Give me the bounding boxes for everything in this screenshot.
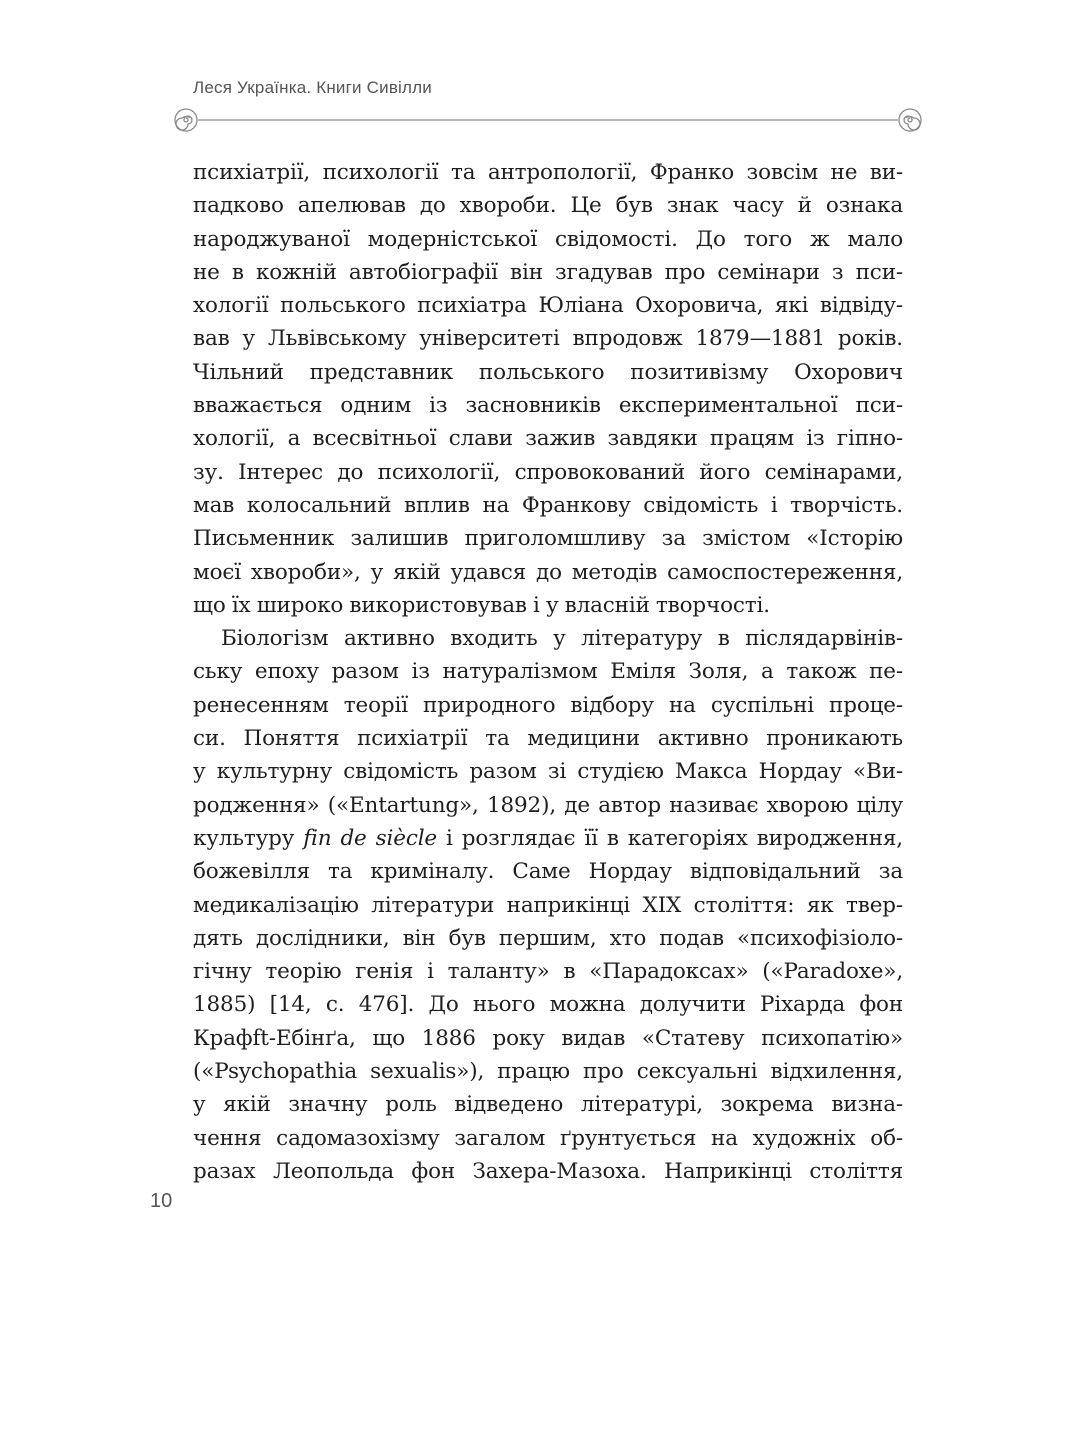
header-rule bbox=[170, 104, 926, 136]
spiral-ornament-left-icon bbox=[175, 109, 197, 131]
text-line: хології, а всесвітньої слави зажив завдяки працям із гіпно- bbox=[193, 426, 903, 452]
text-line: ренесенням теорії природного відбору на суспільні проце- bbox=[193, 692, 903, 718]
text-line: чення садомазохізму загалом ґрунтується на художніх об- bbox=[193, 1125, 903, 1151]
text-line: божевілля та криміналу. Саме Нордау відповідальний за bbox=[193, 859, 903, 885]
body-text bbox=[193, 156, 903, 1188]
text-line: гічну теорію генія і таланту» в «Парадоксах» («Paradoxe», bbox=[193, 959, 903, 985]
running-head-title: Леся Українка. Книги Сивілли bbox=[193, 78, 432, 97]
text-line: разах Леопольда фон Захера-Мазоха. Наприкінці століття bbox=[193, 1158, 903, 1184]
text-line: моєї хвороби», у якій удався до методів самоспостереження, bbox=[193, 559, 903, 585]
text-line: падково апелював до хвороби. Це був знак часу й ознака bbox=[193, 193, 903, 219]
text-line: вважається одним із засновників експериментальної пси- bbox=[193, 393, 903, 419]
text-line: дять дослідники, він був першим, хто подав «психофізіоло- bbox=[193, 925, 903, 951]
text-line: у культурну свідомість разом зі студією Макса Нордау «Ви- bbox=[193, 759, 903, 785]
text-line: Крафft-Ебінґа, що 1886 року видав «Статеву психопатію» bbox=[193, 1025, 903, 1051]
text-line: Чільний представник польського позитивізму Охорович bbox=[193, 359, 903, 385]
text-line: родження» («Entartung», 1892), де автор називає хворою цілу bbox=[193, 792, 903, 818]
spiral-ornament-right-icon bbox=[899, 109, 921, 131]
text-line: си. Поняття психіатрії та медицини активно проникають bbox=[193, 726, 903, 752]
text-line: медикалізацію літератури наприкінці ХІХ століття: як твер- bbox=[193, 892, 903, 918]
header-rule-graphic bbox=[170, 104, 926, 136]
text-line: Біологізм активно входить у літературу в післядарвінів- bbox=[221, 626, 903, 652]
text-line: зу. Інтерес до психології, спровокований його семінарами, bbox=[193, 459, 903, 485]
text-line: Письменник залишив приголомшливу за змістом «Історію bbox=[193, 526, 903, 552]
text-line: хології польського психіатра Юліана Охоровича, які відвіду- bbox=[193, 293, 903, 319]
text-line: ську епоху разом із натуралізмом Еміля Золя, а також пе- bbox=[193, 659, 903, 685]
italic-term: fin de siècle bbox=[303, 825, 438, 851]
page-number: 10 bbox=[150, 1190, 173, 1212]
text-line: не в кожній автобіографії він згадував про семінари з пси- bbox=[193, 259, 903, 285]
text-line: мав колосальний вплив на Франкову свідомість і творчість. bbox=[193, 492, 903, 518]
text-line: народжуваної модерністської свідомості. До того ж мало bbox=[193, 226, 903, 252]
text-span: культуру bbox=[193, 825, 304, 851]
text-line: у якій значну роль відведено літературі, зокрема визна- bbox=[193, 1092, 903, 1118]
text-line: («Psychopathia sexualis»), працю про сексуальні відхилення, bbox=[193, 1059, 903, 1085]
text-span: і розглядає її в категоріях виродження, bbox=[437, 825, 903, 851]
text-line: вав у Львівському університеті впродовж 1879—1881 років. bbox=[193, 326, 903, 352]
text-line: 1885) [14, с. 476]. До нього можна долучити Ріхарда фон bbox=[193, 992, 903, 1018]
text-line-mixed bbox=[193, 822, 903, 855]
text-line: психіатрії, психології та антропології, Франко зовсім не ви- bbox=[193, 160, 903, 185]
text-line: що їх широко використовував і у власній творчості. bbox=[193, 592, 770, 618]
